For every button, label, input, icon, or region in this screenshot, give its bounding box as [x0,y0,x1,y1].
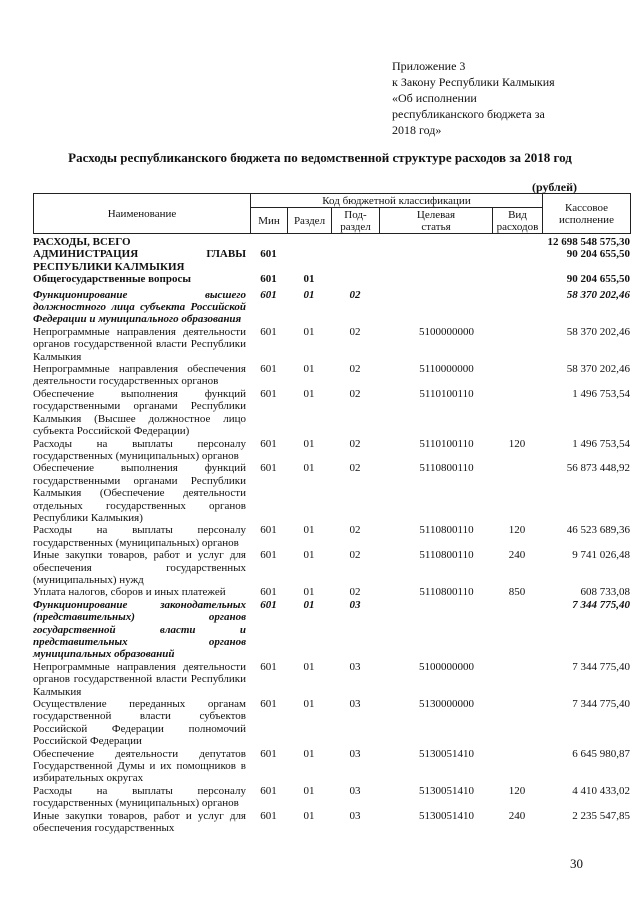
row-vid [492,363,542,388]
row-min: 601 [260,387,277,400]
row-amount: 58 370 202,46 [566,325,630,338]
table-row [33,785,630,810]
row-podrazdel [331,248,379,273]
row-razdel: 01 [303,437,315,450]
row-razdel: 01 [303,363,315,376]
appendix-line: 2018 год» [392,123,442,137]
row-target: 5130000000 [419,698,474,711]
header-name: Наименование [34,194,251,234]
row-target: 5130051410 [419,784,474,797]
row-name: Иные закупки товаров, работ и услуг для обеспечения государственных [33,809,246,835]
row-min: 601 [260,698,277,711]
row-min: 601 [260,524,277,537]
table-header [33,193,631,234]
row-name: РАСХОДЫ, ВСЕГО [33,236,131,248]
row-razdel: 01 [303,325,315,338]
row-target: 5110100110 [419,387,474,400]
table-row [33,810,630,835]
row-razdel: 01 [303,809,315,822]
row-razdel: 01 [303,747,315,760]
row-name: АДМИНИСТРАЦИЯ ГЛАВЫ РЕСПУБЛИКИ КАЛМЫКИЯ [33,248,246,273]
table-row [33,363,630,388]
header-vid: Вид расходов [493,208,543,234]
row-target [379,273,492,288]
row-razdel: 01 [303,598,315,611]
row-name: Непрограммные направления деятельности органов государственной власти Республики Калмыкия [33,325,246,363]
row-target: 5110000000 [419,363,474,376]
row-vid [492,289,542,326]
table-row [33,748,630,785]
table-row [33,326,630,363]
row-target: 5110800110 [419,549,474,562]
row-podrazdel: 02 [349,586,361,599]
row-amount: 12 698 548 575,30 [547,236,630,248]
row-podrazdel: 03 [349,598,361,611]
row-podrazdel: 02 [349,549,361,562]
table-row [33,273,630,288]
row-amount: 2 235 547,85 [572,809,630,822]
header-amount: Кассовое исполнение [543,194,631,234]
appendix-line: Приложение 3 [392,59,466,73]
row-name: Непрограммные направления деятельности органов государственной власти Республики Калмыкия [33,660,246,698]
row-podrazdel: 03 [349,698,361,711]
appendix-note [392,58,592,138]
row-min: 601 [260,363,277,376]
table-row [33,524,630,549]
row-amount: 7 344 775,40 [572,698,630,711]
row-name: Обеспечение деятельности депутатов Государственной Думы и их помощников в избирательных округах [33,747,246,785]
row-podrazdel: 02 [349,325,361,338]
row-target [379,599,492,661]
row-target [379,248,492,273]
row-amount: 58 370 202,46 [566,363,630,376]
row-target: 5110800110 [419,524,474,537]
header-code-group: Код бюджетной классификации [251,194,543,208]
row-min: 601 [260,784,277,797]
row-amount: 1 496 753,54 [572,387,630,400]
row-name: Непрограммные направления обеспечения деятельности государственных органов [33,363,246,388]
row-razdel: 01 [303,387,315,400]
expenditure-table [33,236,630,835]
row-min: 601 [260,273,277,286]
table-row [33,462,630,524]
header-min: Мин [251,208,288,234]
header-razdel: Раздел [288,208,332,234]
row-name: Осуществление переданных органам государственной власти субъектов Российской Федерации полномочий Российской Федерации [33,698,246,748]
row-vid [492,326,542,363]
row-podrazdel [331,273,379,288]
table-row [33,586,630,598]
row-target: 5130051410 [419,809,474,822]
row-name: Общегосударственные вопросы [33,273,191,286]
row-target: 5110800110 [419,462,474,475]
row-min: 601 [260,549,277,562]
row-min: 601 [260,586,277,599]
row-razdel [287,248,331,273]
row-razdel: 01 [303,784,315,797]
row-vid [492,661,542,698]
row-razdel: 01 [303,288,315,301]
table-row [33,661,630,698]
row-razdel [287,236,331,248]
table-row [33,388,630,438]
header-target: Целевая статья [380,208,493,234]
page-number: 30 [570,856,583,871]
row-min: 601 [260,747,277,760]
row-amount: 7 344 775,40 [572,598,630,611]
row-podrazdel: 03 [349,660,361,673]
row-amount: 56 873 448,92 [566,462,630,475]
row-min [250,236,287,248]
row-podrazdel: 03 [349,784,361,797]
row-name: Функционирование законодательных (представительных) органов государственной власти и представительных органов муниципальных образований [33,598,246,661]
table-row [33,698,630,748]
row-target: 5130051410 [419,747,474,760]
row-vid: 240 [508,809,526,822]
row-podrazdel [331,236,379,248]
row-name: Уплата налогов, сборов и иных платежей [33,586,226,599]
row-razdel: 01 [303,524,315,537]
row-vid [492,599,542,661]
row-podrazdel: 03 [349,747,361,760]
row-min: 601 [260,809,277,822]
row-amount: 9 741 026,48 [572,549,630,562]
row-podrazdel: 03 [349,809,361,822]
row-amount: 608 733,08 [580,586,630,599]
table-row [33,289,630,326]
row-razdel: 01 [303,698,315,711]
row-razdel: 01 [303,586,315,599]
row-podrazdel: 02 [349,288,361,301]
row-podrazdel: 02 [349,387,361,400]
row-vid [492,698,542,748]
row-amount: 90 204 655,50 [566,248,630,261]
row-vid [492,236,542,248]
row-name: Расходы на выплаты персоналу государственных (муниципальных) органов [33,524,246,549]
row-vid [492,462,542,524]
row-amount: 4 410 433,02 [572,784,630,797]
row-target: 5110100110 [419,437,474,450]
row-podrazdel: 02 [349,524,361,537]
row-razdel: 01 [303,462,315,475]
row-razdel: 01 [303,273,315,286]
row-name: Функционирование высшего должностного лица субъекта Российской Федерации и муниципального образования [33,288,246,326]
appendix-line: республиканского бюджета за [392,107,545,121]
units-label: (рублей) [532,180,578,194]
table-row [33,248,630,273]
row-amount: 58 370 202,46 [566,288,630,301]
row-vid [492,248,542,273]
row-vid: 240 [508,549,526,562]
row-razdel: 01 [303,660,315,673]
row-podrazdel: 02 [349,462,361,475]
row-target: 5100000000 [419,660,474,673]
row-min: 601 [260,598,277,611]
row-amount: 6 645 980,87 [572,747,630,760]
row-min: 601 [260,248,277,261]
header-podrazdel: Под- раздел [332,208,380,234]
row-name: Обеспечение выполнения функций государственными органами Республики Калмыкия (Высшее должностное лицо субъекта Российской Федерации) [33,387,246,438]
row-target [379,236,492,248]
table-row [33,236,630,248]
row-min: 601 [260,462,277,475]
row-vid [492,388,542,438]
row-vid: 120 [508,524,526,537]
row-min: 601 [260,437,277,450]
row-vid [492,273,542,288]
row-target: 5100000000 [419,325,474,338]
row-target: 5110800110 [419,586,474,599]
row-amount: 90 204 655,50 [566,273,630,286]
table-row [33,549,630,586]
row-amount: 46 523 689,36 [566,524,630,537]
row-min: 601 [260,325,277,338]
appendix-line: «Об исполнении [392,91,477,105]
document-title: Расходы республиканского бюджета по ведомственной структуре расходов за 2018 год [68,150,572,165]
table-row [33,599,630,661]
row-podrazdel: 02 [349,437,361,450]
row-vid: 850 [508,586,526,599]
row-name: Расходы на выплаты персоналу государственных (муниципальных) органов [33,437,246,462]
table-row [33,438,630,463]
row-name: Расходы на выплаты персоналу государственных (муниципальных) органов [33,784,246,810]
row-vid: 120 [508,437,526,450]
row-target [379,289,492,326]
row-amount: 7 344 775,40 [572,660,630,673]
row-razdel: 01 [303,549,315,562]
row-amount: 1 496 753,54 [572,437,630,450]
row-min: 601 [260,660,277,673]
row-vid: 120 [508,784,526,797]
appendix-line: к Закону Республики Калмыкия [392,75,555,89]
row-min: 601 [260,288,277,301]
row-name: Обеспечение выполнения функций государственными органами Республики Калмыкия (Обеспечение деятельности отдельных государственных органов Республики Калмыкия) [33,462,246,524]
row-vid [492,748,542,785]
row-podrazdel: 02 [349,363,361,376]
row-name: Иные закупки товаров, работ и услуг для обеспечения государственных (муниципальных) нужд [33,549,246,586]
